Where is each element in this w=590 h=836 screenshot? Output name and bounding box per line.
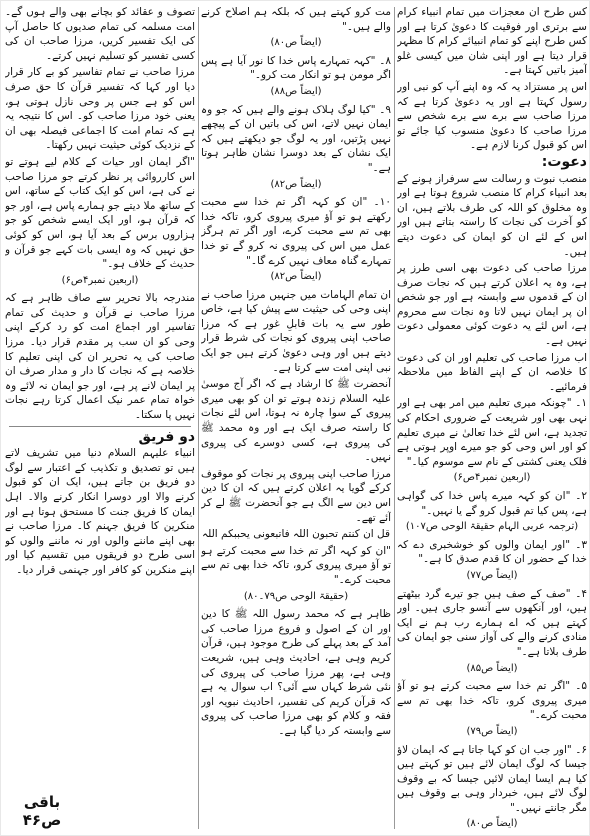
quote-paragraph: ۱۔ "چونکہ میری تعلیم میں امر بھی ہے اور نہی بھی اور شریعت کے ضروری احکام کی تجدید ہے، اس لئے خدا تعالیٰ نے میری تعلیم کو اور اس وحی کو جو میرے اوپر ہوتی ہے فلک یعنی کشتی کے نام سے موسوم کیا۔" xyxy=(397,397,587,468)
quote-paragraph: "ان کو کہہ اگر تم خدا سے محبت کرتے ہو تو آؤ میری پیروی کرو، تاکہ خدا بھی تم سے محبت کرے۔" xyxy=(201,544,391,586)
quote-paragraph: ۴۔ "صف کے صف ہیں جو تیرے گرد بیٹھتے ہیں، اور آنکھوں سے آنسو جاری ہیں۔ اور کہتے ہیں کہ اے ہمارے رب ہم نے ایک منادی کرنے والے کی آواز سنی جو ایمان کی طرف بلاتا ہے۔" xyxy=(397,587,587,658)
section-heading-do-fareeq: دو فریق xyxy=(138,428,195,445)
column-right xyxy=(397,5,587,831)
paragraph: ان تمام الہامات میں جنہیں مرزا صاحب نے اپنی وحی کی حیثیت سے پیش کیا ہے، خاص طور سے یہ بات قابلِ غور ہے کہ مرزا صاحب اپنی پیروی کو نجات کی شرط قرار دیتے ہیں اور وہی دعویٰ کرتے ہیں جو ایک نبی اپنی امت سے کرتا ہے۔ xyxy=(201,288,391,374)
continued-on-page: باقی ص۴۶ xyxy=(22,793,62,829)
citation: (اربعین نمبر۴ص۶) xyxy=(453,472,531,484)
paragraph: مرزا صاحب اپنی پیروی پر نجات کو موقوف کرکے گویا یہ اعلان کرتے ہیں کہ ان کا دین اس دین سے الگ ہے جو آنحضرت ﷺ لے کر آئے تھے۔ xyxy=(201,467,391,524)
quote-paragraph: ۶۔ "اور جب ان کو کہا جاتا ہے کہ ایمان لاؤ جیسا کہ لوگ ایمان لائے ہیں تو کہتے ہیں کیا ہم ایسا ایمان لائیں جیسا کہ بے وقوف لوگ لائے ہیں، خبردار وہی بے وقوف ہیں مگر جانتے نہیں۔" xyxy=(397,743,587,814)
citation: (اربعین نمبر۴ص۶) xyxy=(61,274,139,286)
paragraph: اس پر مستزاد یہ کہ وہ اپنے آپ کو نبی اور رسول کہتا ہے اور یہ دعویٰ کرتا ہے کہ مرزا صاحب سے برے سے برے شخص سے مرزا صاحب کا دعویٰ منسوب کیا جائے تو اس کو قبول کرنا لازم ہے۔ xyxy=(397,80,587,152)
citation: (ایضاً ص۸۸) xyxy=(270,85,322,97)
column-left xyxy=(5,5,195,831)
citation: (ایضاً ص۷۷) xyxy=(466,569,518,581)
citation: (ایضاً ص۸۲) xyxy=(270,271,322,283)
quote-paragraph: "اگر ایمان اور حیات کے کلام لیے ہوتے تو اس کارروائی پر نظر کرتے جو مرزا صاحب نے کی ہے، اس کو ایک کتاب کے ساتھ، اس کے ساتھ ملا دیتے جو ہمارے پاس ہے، اور جو کہ قرآن ہو، اور ایک ایسے شخص کو جو ہزاروں برس کے بعد آیا ہو، اس کو کوئی حق نہیں کہ وہ ایسی بات کہے جو قرآن و حدیث کے خلاف ہو۔" xyxy=(5,155,195,271)
citation: (حقیقۃ الوحی ص۷۹۔۸۰) xyxy=(243,590,349,602)
citation: (ایضاً ص۸۵) xyxy=(466,662,518,674)
quote-paragraph: ۸۔ "کہہ تمہارے پاس خدا کا نور آیا ہے پس اگر مومن ہو تو انکار مت کرو۔" xyxy=(201,54,391,82)
paragraph: تصوف و عقائد کو بچانے بھی والے ہوں گے۔ امت مسلمہ کی تمام صدیوں کا حاصل آپ کی ایک تفسیر کریں، مرزا صاحب ان کی کسی تفسیر کو تسلیم نہیں کرتے۔ xyxy=(5,6,195,62)
paragraph: مرزا صاحب کی دعوت بھی اسی طرز پر ہے، وہ یہ اعلان کرتے ہیں کہ نجات صرف ان کے قدموں سے وابستہ ہے اور جو شخص ان پر ایمان نہیں لاتا وہ نجات سے محروم ہے، اس لئے یہ دعوت کوئی معمولی دعوت نہیں ہے۔ xyxy=(397,262,587,348)
arabic-verse: قل ان کنتم تحبون اللہ فاتبعونی یحببکم اللہ xyxy=(201,528,391,541)
paragraph: مرزا صاحب نے تمام تفاسیر کو بے کار قرار دیا اور کہا کہ تفسیر قرآن کا حق صرف اس کو ہے جس پر وحی نازل ہوتی ہو، یعنی خود مرزا صاحب کو۔ اس کا نتیجہ یہ ہے کہ تمام امت کا اجماعی فیصلہ بھی ان کے نزدیک کوئی حیثیت نہیں رکھتا۔ xyxy=(5,66,195,152)
paragraph: ظاہر ہے کہ محمد رسول اللہ ﷺ کا دین اور ان کے اصول و فروع مرزا صاحب کی آمد کے بعد پہلے کی طرح موجود ہیں، قرآن کریم وہی ہے، احادیث وہی ہیں، شریعت وہی ہے، پھر مرزا صاحب کی پیروی کی نئی شرط کہاں سے آئی؟ اب سوال یہ ہے کہ قرآن کریم کی تفسیر، احادیث نبویہ اور فقہ و کلام کو بھی مرزا صاحب کی پیروی سے وابستہ کر دیا گیا ہے۔ xyxy=(201,608,391,737)
paragraph: کس طرح ان معجزات میں تمام انبیاء کرام سے برتری اور فوقیت کا دعویٰ کرتا ہے اور کس طرح اپنے کو تمام انبیائے کرام کا مظہر قرار دیتا ہے اور اپنی شان میں کیسی غلو آمیز باتیں کہتا ہے۔ xyxy=(397,6,587,77)
quote-paragraph: ۱۰۔ "ان کو کہہ اگر تم خدا سے محبت رکھتے ہو تو آؤ میری پیروی کرو، تاکہ خدا بھی تم سے محبت کرے، اور اگر تم ہرگز عمل میں اس کی پیروی نہ کرو گے تو خدا تمہارے گناہ معاف نہیں کرے گا۔" xyxy=(201,196,391,267)
citation: (ایضاً ص۷۹) xyxy=(466,725,518,737)
citation: (ترجمہ عربی الہام حقیقۃ الوحی ص۱۰۷) xyxy=(405,521,579,533)
quote-paragraph: ۹۔ "کیا لوگ ہلاک ہونے والے ہیں کہ جو وہ ایمان نہیں لاتے، اس کی باتیں ان کے پیچھے نہیں پڑتیں، اور یہ لوگ جو دیکھتے ہیں کہ ایک نشان کے بعد دوسرا نشان ظاہر ہوتا ہے۔" xyxy=(201,103,391,174)
paragraph: انبیاء علیہم السلام دنیا میں تشریف لاتے ہیں تو تصدیق و تکذیب کے اعتبار سے لوگ دو فریق بن جاتے ہیں، ایک ان کو قبول کرنے والا اور دوسرا انکار کرنے والا۔ اہل ایمان کا فریق جنت کا مستحق ہوتا ہے اور منکرین کا فریق جہنم کا۔ مرزا صاحب نے بھی اپنے ماننے والوں اور نہ ماننے والوں کو اسی طرح دو فریقوں میں تقسیم کیا اور اپنے منکرین کو کافر اور جہنمی قرار دیا۔ xyxy=(5,447,195,576)
citation: (ایضاً ص۸۰) xyxy=(466,818,518,830)
paragraph: آنحضرت ﷺ کا ارشاد ہے کہ اگر آج موسیٰ علیہ السلام زندہ ہوتے تو ان کو بھی میری پیروی کے سوا چارہ نہ ہوتا، اس لئے نجات کا راستہ صرف ایک ہے اور وہ محمد ﷺ کی پیروی ہے، کسی دوسرے کی پیروی نہیں۔ xyxy=(201,378,391,464)
quote-paragraph: ۵۔ "اگر تم خدا سے محبت کرتے ہو تو آؤ میری پیروی کرو، تاکہ خدا بھی تم سے محبت کرے۔" xyxy=(397,680,587,722)
paragraph: اب مرزا صاحب کی تعلیم اور ان کی دعوت کا خلاصہ ان کے اپنے الفاظ میں ملاحظہ فرمائیے۔ xyxy=(397,351,587,393)
column-divider xyxy=(394,7,395,829)
column-divider xyxy=(198,7,199,829)
paragraph: مندرجہ بالا تحریر سے صاف ظاہر ہے کہ مرزا صاحب نے قرآن و حدیث کی تمام تفاسیر اور اجماع امت کو رد کرکے اپنی وحی کو ان سب پر مقدم قرار دیا۔ مرزا صاحب کی یہ تحریر ان کی اپنی تعلیم کا خلاصہ ہے کہ نجات کا دار و مدار صرف ان پر ایمان لانے پر ہے، اور جو ایمان نہ لائے وہ خواہ تمام عمر نیک اعمال کرتا رہے نجات نہیں پا سکتا۔ xyxy=(5,292,195,422)
quote-paragraph: ۲۔ "ان کو کہہ میرے پاس خدا کی گواہی ہے، پس کیا تم قبول کرو گے یا نہیں۔" xyxy=(397,490,587,517)
section-heading-dawat: دعوت: xyxy=(541,153,587,170)
quote-paragraph: ۳۔ "اور ایمان والوں کو خوشخبری دے کہ خدا کے حضور ان کا قدم صدق کا ہے۔" xyxy=(397,538,587,566)
quote-paragraph: مت کرو کہتے ہیں کہ بلکہ ہم اصلاح کرنے والے ہیں۔" xyxy=(201,6,391,33)
column-middle xyxy=(201,5,391,831)
citation: (ایضاً ص۸۲) xyxy=(270,178,322,190)
section-divider xyxy=(9,426,191,427)
citation: (ایضاً ص۸۰) xyxy=(270,37,322,49)
paragraph: منصب نبوت و رسالت سے سرفراز ہونے کے بعد انبیاء کرام کا منصب شروع ہوتا ہے اور وہ مخلوق کو اللہ کی طرف بلاتے ہیں، ان کو آخرت کی نجات کا راستہ بتاتے ہیں اور اس کے لئے ان کو ایمان کی دعوت دیتے ہیں۔ xyxy=(397,172,587,258)
